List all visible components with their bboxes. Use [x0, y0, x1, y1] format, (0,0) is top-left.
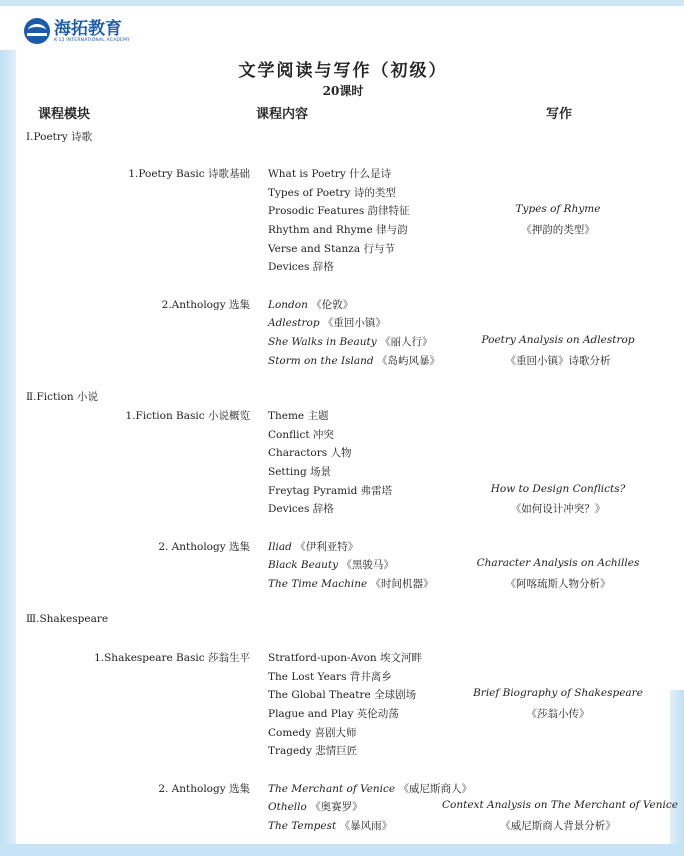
work-title-zh: 《丽人行》 — [380, 336, 433, 348]
work-title-zh: 《重回小镇》 — [322, 317, 386, 329]
left-border — [0, 50, 16, 856]
writing-title-zh: 《威尼斯商人背景分析》 — [500, 820, 616, 832]
module-label: 2.Anthology 选集 — [161, 299, 250, 311]
logo-subtitle: K-12 INTERNATIONAL ACADEMY — [54, 37, 131, 43]
content-item: Plague and Play 英伦动荡 — [268, 708, 399, 720]
work-title: The Merchant of Venice — [268, 783, 396, 795]
section-heading: Ⅱ.Fiction 小说 — [26, 391, 98, 403]
work-title-zh: 《时间机器》 — [370, 578, 434, 590]
writing-title: Brief Biography of Shakespeare — [473, 687, 643, 699]
content-item — [268, 334, 433, 349]
work-title: London — [268, 299, 308, 311]
module-label: 1.Fiction Basic 小说概览 — [125, 410, 250, 422]
work-title: Othello — [268, 801, 307, 813]
bottom-border — [0, 844, 684, 856]
writing-title-zh: 《莎翁小传》 — [526, 708, 590, 720]
content-item: Theme 主题 — [268, 410, 329, 422]
page-title: 文学阅读与写作（初级） — [238, 61, 448, 81]
content-item: Setting 场景 — [268, 466, 332, 478]
work-title-zh: 《伦敦》 — [311, 299, 354, 311]
writing-title: Types of Rhyme — [515, 203, 601, 215]
module-label: 2. Anthology 选集 — [158, 541, 250, 553]
section-heading: Ⅲ.Shakespeare — [26, 613, 109, 625]
work-title-zh: 《黑骏马》 — [341, 559, 394, 571]
work-title: Storm on the Island — [268, 355, 374, 367]
content-item: Freytag Pyramid 弗雷塔 — [268, 485, 393, 497]
logo — [24, 18, 130, 44]
content-item — [268, 297, 353, 312]
content-item — [268, 576, 434, 591]
work-title: Adlestrop — [268, 317, 320, 329]
section-heading: Ⅰ.Poetry 诗歌 — [26, 131, 93, 143]
writing-title-zh: 《押韵的类型》 — [521, 224, 595, 236]
module-label: 1.Shakespeare Basic 莎翁生平 — [94, 652, 250, 664]
logo-text — [54, 20, 130, 43]
content-item: Charactors 人物 — [268, 447, 352, 459]
writing-title-zh: 《如何设计冲突？》 — [510, 503, 606, 515]
writing-title: How to Design Conflicts? — [490, 483, 626, 495]
content-item: Prosodic Features 韵律特征 — [268, 205, 410, 217]
content-item: Stratford-upon-Avon 埃文河畔 — [268, 652, 423, 664]
content-item: Devices 辞格 — [268, 503, 334, 515]
work-title-zh: 《奥赛罗》 — [310, 801, 363, 813]
content-item — [268, 818, 392, 833]
work-title: The Tempest — [268, 820, 337, 832]
work-title-zh: 《威尼斯商人》 — [398, 783, 472, 795]
content-item: Rhythm and Rhyme 律与韵 — [268, 224, 408, 236]
content-item: Tragedy 悲情巨匠 — [268, 745, 358, 757]
academy-emblem-icon — [24, 18, 50, 44]
work-title-zh: 《暴风雨》 — [339, 820, 393, 832]
writing-title: Poetry Analysis on Adlestrop — [481, 334, 635, 346]
module-label: 2. Anthology 选集 — [158, 783, 250, 795]
content-item: The Global Theatre 全球剧场 — [268, 689, 417, 701]
logo-name: 海拓教育 — [54, 18, 122, 39]
work-title: The Time Machine — [268, 578, 368, 590]
writing-title-zh: 《重回小镇》诗歌分析 — [505, 355, 611, 367]
content-item — [268, 781, 472, 796]
work-title-zh: 《岛屿风暴》 — [377, 355, 440, 367]
work-title: Black Beauty — [268, 559, 339, 571]
writing-title: Context Analysis on The Merchant of Venice — [442, 799, 678, 811]
content-item: Comedy 喜剧大师 — [268, 727, 357, 739]
content-item: The Lost Years 背井离乡 — [268, 671, 392, 683]
document-page — [16, 6, 678, 844]
work-title: She Walks in Beauty — [268, 336, 377, 348]
writing-title: Character Analysis on Achilles — [476, 557, 640, 569]
content-item — [268, 799, 363, 814]
page-subtitle: 20课时 — [322, 84, 364, 98]
header-module: 课程模块 — [38, 107, 91, 122]
content-item: Verse and Stanza 行与节 — [268, 243, 395, 255]
content-item — [268, 539, 358, 554]
content-item: Conflict 冲突 — [268, 429, 334, 441]
content-item — [268, 315, 386, 330]
writing-title-zh: 《阿喀琉斯人物分析》 — [505, 578, 611, 590]
header-writing: 写作 — [546, 107, 573, 122]
content-item: Devices 辞格 — [268, 261, 334, 273]
module-label: 1.Poetry Basic 诗歌基础 — [128, 168, 250, 180]
header-content: 课程内容 — [256, 107, 309, 122]
work-title: Iliad — [268, 541, 292, 553]
content-item — [268, 557, 394, 572]
content-item — [268, 353, 440, 368]
work-title-zh: 《伊利亚特》 — [295, 541, 359, 553]
content-item: What is Poetry 什么是诗 — [268, 168, 392, 180]
content-item: Types of Poetry 诗的类型 — [268, 187, 396, 199]
